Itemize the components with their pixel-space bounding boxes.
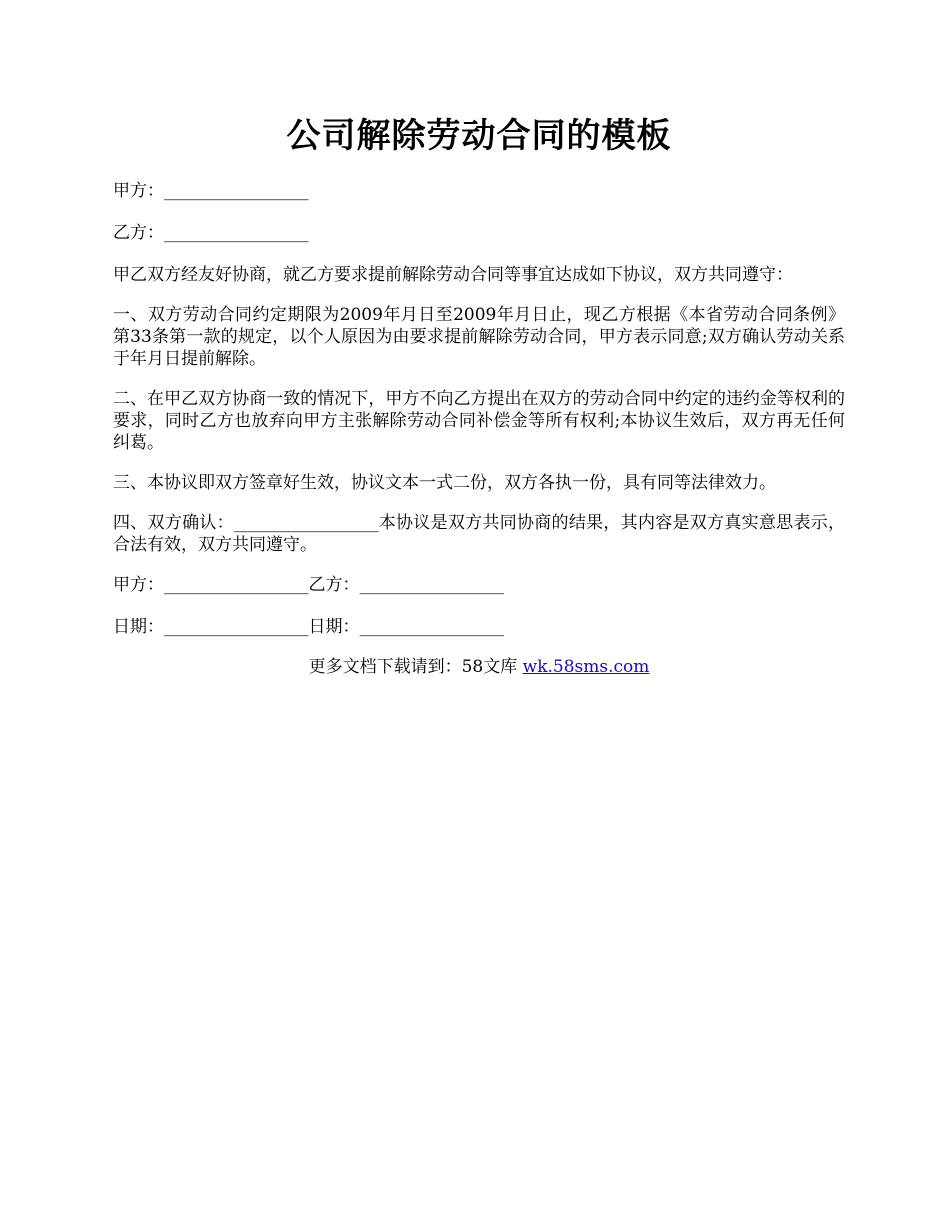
date-line bbox=[113, 616, 845, 638]
date-b-blank: _________________ bbox=[359, 617, 504, 637]
date-a-label: 日期： bbox=[113, 617, 164, 637]
party-a-line bbox=[113, 180, 845, 202]
footer-link[interactable]: wk.58sms.com bbox=[522, 657, 650, 677]
document-page bbox=[113, 112, 845, 678]
party-a-blank: _________________ bbox=[164, 181, 309, 201]
party-b-line bbox=[113, 222, 845, 244]
clause-2-paragraph: 二、在甲乙双方协商一致的情况下，甲方不向乙方提出在双方的劳动合同中约定的违约金等权利的要求，同时乙方也放弃向甲方主张解除劳动合同补偿金等所有权利;本协议生效后，双方再无任何纠葛。 bbox=[113, 389, 845, 453]
date-b-label: 日期： bbox=[308, 617, 360, 637]
sign-b-blank: _________________ bbox=[359, 575, 504, 595]
clause-3-paragraph: 三、本协议即双方签章好生效，协议文本一式二份，双方各执一份，具有同等法律效力。 bbox=[113, 473, 776, 493]
clause-4-blank: _________________ bbox=[233, 513, 379, 533]
intro-paragraph: 甲乙双方经友好协商，就乙方要求提前解除劳动合同等事宜达成如下协议，双方共同遵守： bbox=[113, 265, 793, 285]
sign-b-label: 乙方： bbox=[308, 575, 360, 595]
clause-4-prefix: 四、双方确认： bbox=[113, 513, 234, 533]
document-title: 公司解除劳动合同的模板 bbox=[286, 116, 672, 156]
signature-line bbox=[113, 574, 845, 596]
clause-4-suffix: 本协议是双方共同协商的结果，其内容是双方真实意思表示，合法有效，双方共同遵守。 bbox=[113, 513, 846, 555]
footer bbox=[113, 656, 845, 678]
date-a-blank: _________________ bbox=[164, 617, 309, 637]
party-b-blank: _________________ bbox=[164, 223, 309, 243]
clause-4-paragraph bbox=[113, 512, 845, 556]
sign-a-blank: _________________ bbox=[164, 575, 309, 595]
party-b-label: 乙方： bbox=[113, 223, 164, 243]
party-a-label: 甲方： bbox=[113, 181, 164, 201]
sign-a-label: 甲方： bbox=[113, 575, 164, 595]
clause-1-paragraph: 一、双方劳动合同约定期限为2009年月日至2009年月日止，现乙方根据《本省劳动合同条例》第33条第一款的规定，以个人原因为由要求提前解除劳动合同，甲方表示同意;双方确认劳动关系于年月日提前解除。 bbox=[113, 305, 845, 369]
footer-text: 更多文档下载请到：58文库 bbox=[308, 657, 518, 677]
